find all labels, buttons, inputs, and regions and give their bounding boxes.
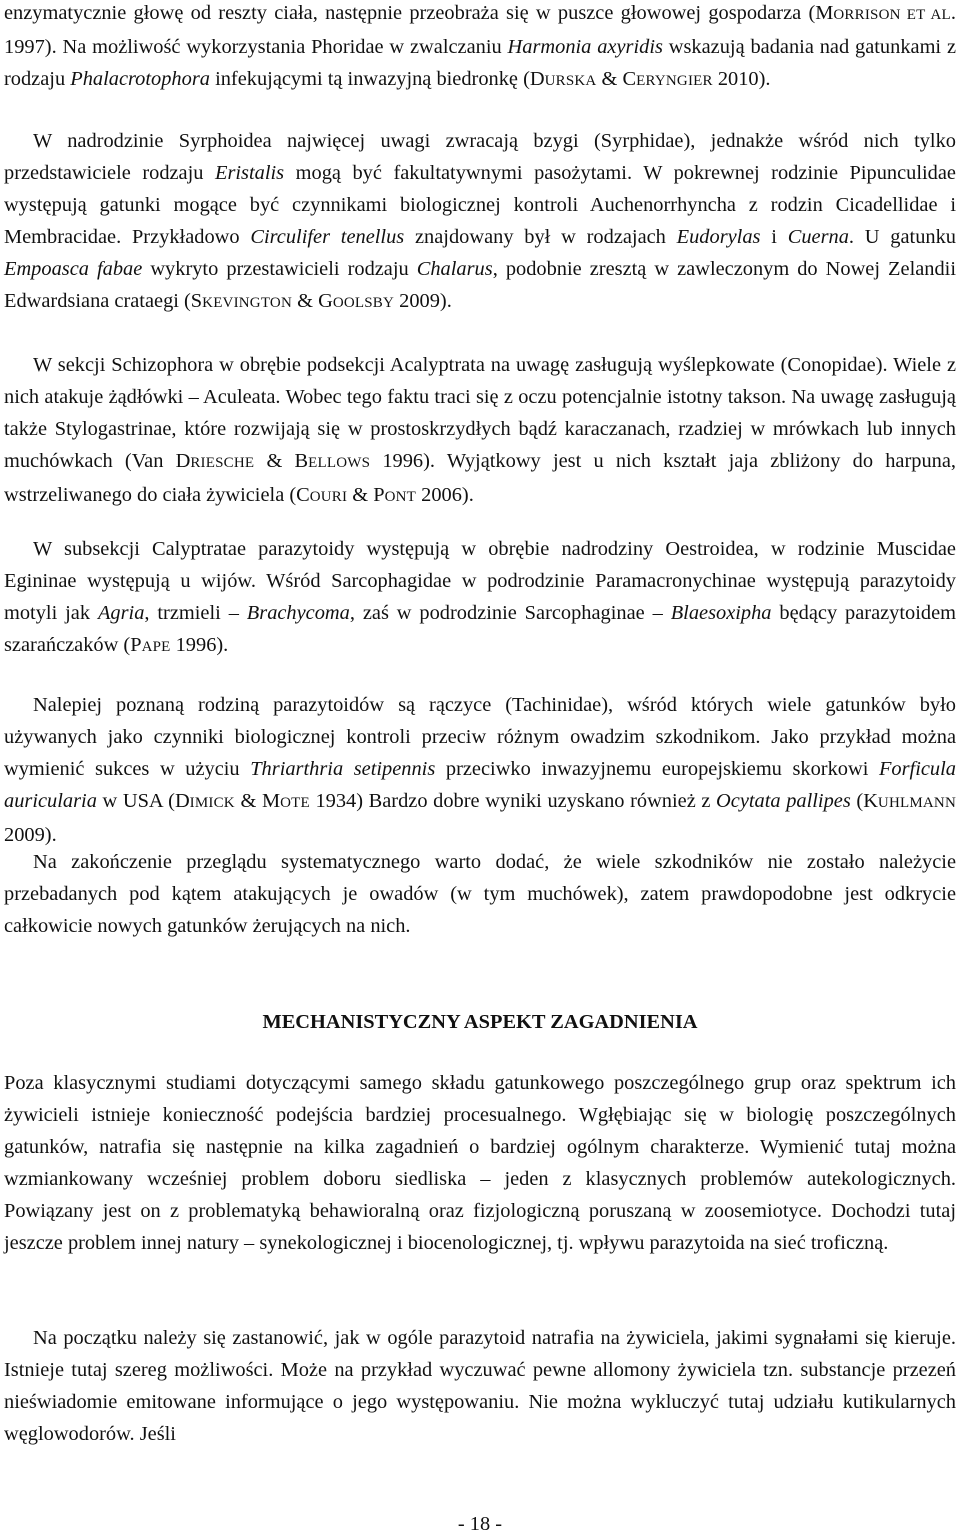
section-heading: MECHANISTYCZNY ASPEKT ZAGADNIENIA (262, 1011, 698, 1033)
genus-name: Brachycoma (246, 602, 350, 624)
citation-small-caps: APE (141, 639, 171, 655)
citation-small-caps: ONT (384, 489, 417, 505)
species-name: Circulifer tenellus (250, 226, 405, 248)
genus-name: Chalarus (416, 258, 493, 280)
citation-small-caps: URSKA (544, 73, 597, 89)
paragraph-calyptratae: W subsekcji Calyptratae parazytoidy występują w obrębie nadrodziny Oestroidea, w rodzinie Muscidae Egininae występują u wijów. Wśród Sarcophagidae w podrodzinie Paramacronychinae występują parazytoidy motyli jak Agria, trzmieli – Brachycoma, zaś w podrodzinie Sarcophaginae – Blaesoxipha będący parazytoidem szarańczaków (PAPE 1996). (4, 538, 957, 656)
species-name: Thriarthria setipennis (250, 758, 436, 780)
citation-small-caps: OURI (309, 489, 348, 505)
genus-name: Phalacrotophora (70, 68, 210, 90)
species-name: Harmonia axyridis (507, 36, 663, 58)
citation-small-caps: RIESCHE (190, 455, 255, 471)
citation-small-caps: IMICK (189, 795, 235, 811)
species-name: Forficula auricularia (4, 758, 956, 812)
genus-name: Agria (97, 602, 145, 624)
citation-small-caps: KEVINGTON (202, 295, 293, 311)
genus-name: Cuerna (787, 226, 849, 248)
paragraph-syrphoidea: W nadrodzinie Syrphoidea najwięcej uwagi zwracają bzygi (Syrphidae), jednakże wśród nich tylko przedstawiciele rodzaju Eristalis mogą być fakultatywnymi pasożytami. W pokrewnej rodzinie Pipunculidae występują gatunki mogące być czynnikami biologicznej kontroli Auchenorrhyncha z rodzin Cicadellidae i Membracidae. Przykładowo Circulifer tenellus znajdowany był w rodzajach Eudorylas i Cuerna. U gatunku Empoasca fabae wykryto przestawicieli rodzaju Chalarus, podobnie zresztą w zawleczonym do Nowej Zelandii Edwardsiana crataegi (SKEVINGTON & GOOLSBY 2009). (4, 130, 957, 312)
species-name: Empoasca fabae (4, 258, 143, 280)
citation-small-caps: UHLMANN (877, 795, 956, 811)
paragraph-tachinidae: Nalepiej poznaną rodziną parazytoidów są rączyce (Tachinidae), wśród których wiele gatunków było używanych jako czynniki biologicznej kontroli przeciw różnym owadzim szkodnikom. Jako przykład można wymienić sukces w użyciu Thriarthria setipennis przeciwko inwazyjnemu europejskiemu skorkowi Forficula auricularia w USA (DIMICK & MOTE 1934) Bardzo dobre wyniki uzyskano również z Ocytata pallipes (KUHLMANN 2009). (4, 694, 956, 846)
page-number: - 18 - (457, 1513, 503, 1535)
citation-small-caps: OOLSBY (332, 295, 395, 311)
paragraph-phoridae: enzymatycznie głowę od reszty ciała, następnie przeobraża się w puszce głowowej gospodarza (MORRISON ET AL. 1997). Na możliwość wykorzystania Phoridae w zwalczaniu Harmonia axyridis wskazują badania nad gatunkami z rodzaju Phalacrotophora infekującymi tą inwazyjną biedronkę (DURSKA & CERYNGIER 2010). (4, 2, 956, 90)
genus-name: Eristalis (215, 162, 285, 184)
genus-name: Blaesoxipha (670, 602, 772, 624)
citation-small-caps: ERYNGIER (636, 73, 713, 89)
paragraph-host-finding: Na początku należy się zastanowić, jak w ogóle parazytoid natrafia na żywiciela, jakimi sygnałami się kieruje. Istnieje tutaj szereg możliwości. Może na przykład wyczuwać pewne allomony żywiciela tzn. substancje przezeń nieświadomie emitowane informujące o jego występowaniu. Nie można wykluczyć tutaj udziału kutikularnych węglowodorów. Jeśli (4, 1327, 956, 1445)
paragraph-mechanistic-intro: Poza klasycznymi studiami dotyczącymi samego składu gatunkowego poszczególnego grup oraz spektrum ich żywicieli istnieje konieczność podejścia bardziej procesualnego. Wgłębiając się w biologię poszczególnych gatunków, natrafia się następnie na kilka zagadnień o bardziej ogólnym charakterze. Wymienić tutaj można wzmiankowany wcześniej problem doboru siedliska – jeden z klasycznych problemów autekologicznych. Powiązany jest on z problematyką behawioralną oraz fizjologiczną poruszaną w zoosemiotyce. Dochodzi tutaj jeszcze problem innej natury – synekologicznej i biocenologicznej, tj. wpływu parazytoida na sieć troficzną. (4, 1072, 956, 1254)
genus-name: Eudorylas (676, 226, 761, 248)
paragraph-schizophora: W sekcji Schizophora w obrębie podsekcji Acalyptrata na uwagę zasługują wyślepkowate (Conopidae). Wiele z nich atakuje żądłówki – Aculeata. Wobec tego faktu traci się z oczu potencjalnie istotny takson. Na uwagę zasługują także Stylogastrinae, które rozwijają się w prostoskrzydłych bądź karaczanach, rzadziej w mrówkach lub innych muchówkach (Van DRIESCHE & BELLOWS 1996). Wyjątkowy jest u nich kształt jaja zbliżony do harpuna, wstrzeliwanego do ciała żywiciela (COURI & PONT 2006). (4, 354, 956, 506)
citation-small-caps: ORRISON ET AL (833, 7, 951, 23)
paragraph-conclusion: Na zakończenie przeglądu systematycznego warto dodać, że wiele szkodników nie zostało należycie przebadanych pod kątem atakujących je owadów (w tym muchówek), zatem prawdopodobne jest odkrycie całkowicie nowych gatunków żerujących na nich. (4, 851, 956, 937)
citation-small-caps: ELLOWS (308, 455, 371, 471)
species-name: Ocytata pallipes (716, 790, 851, 812)
citation-small-caps: OTE (280, 795, 310, 811)
